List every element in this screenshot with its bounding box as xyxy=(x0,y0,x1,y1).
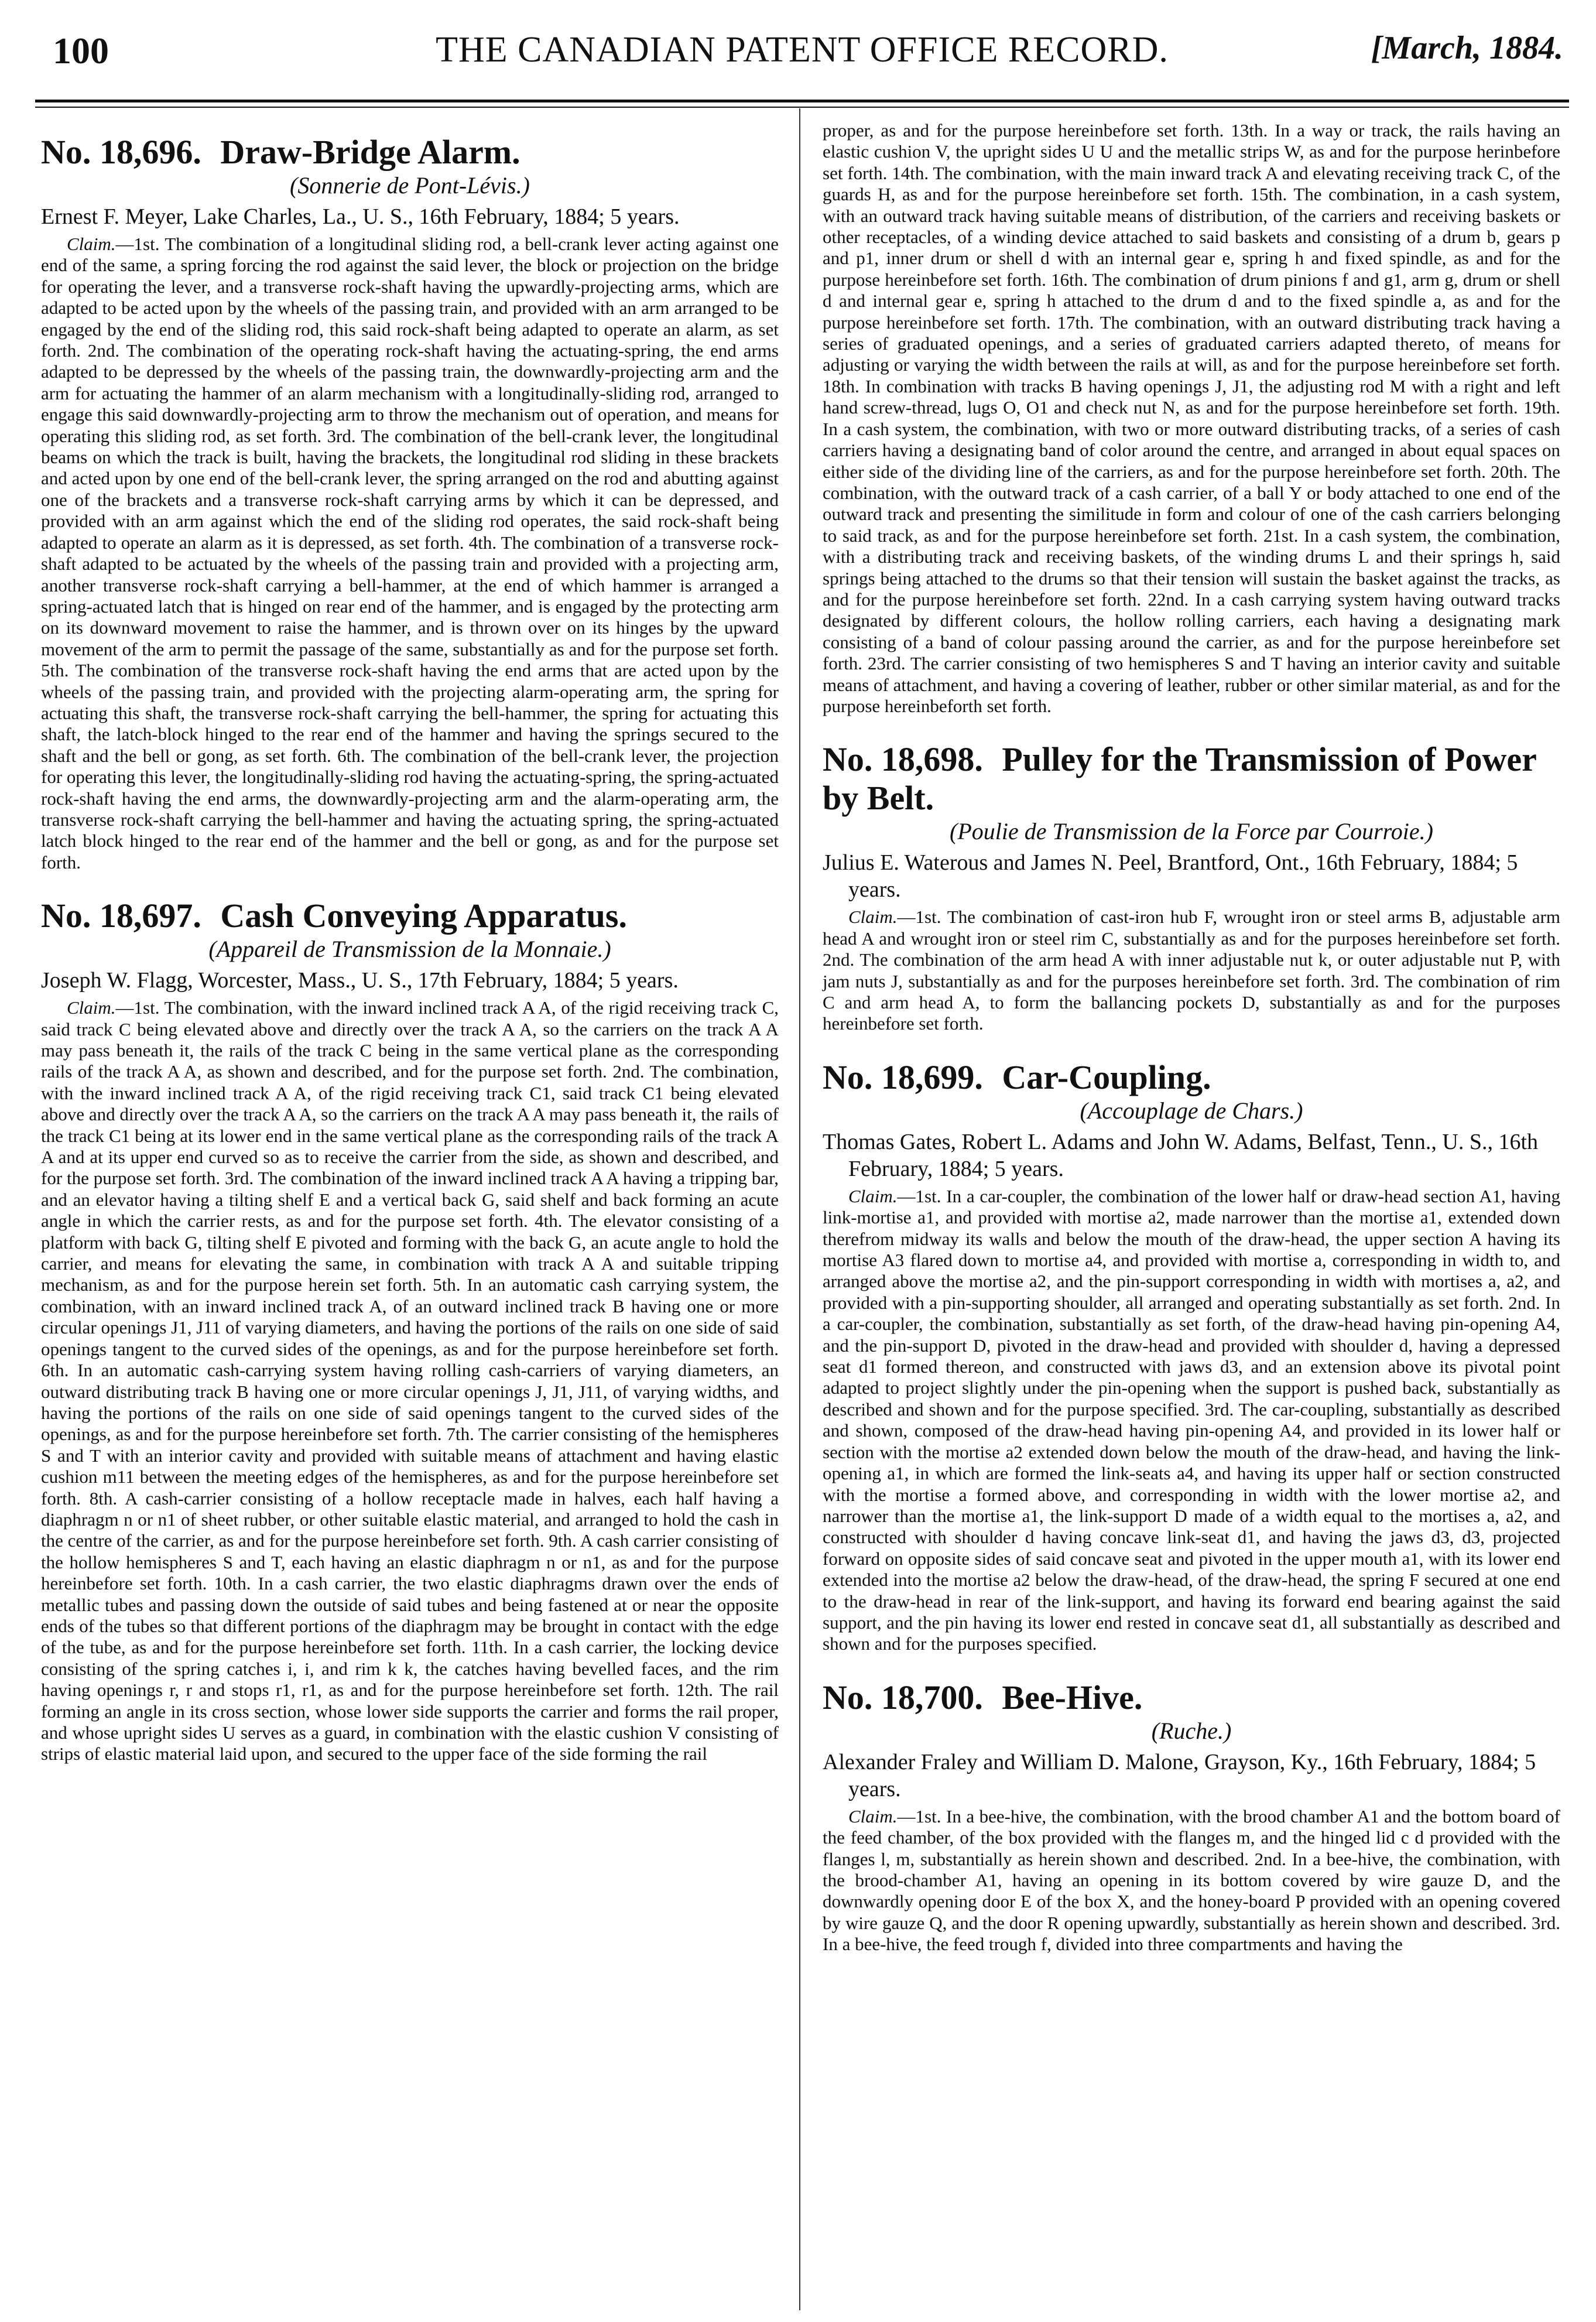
french-title: (Poulie de Transmission de la Force par Courroie.) xyxy=(950,818,1433,845)
claim-text xyxy=(41,997,779,1765)
inventor-line: Thomas Gates, Robert L. Adams and John W. Adams, Belfast, Tenn., U. S., 16th February, 1884; 5 years. xyxy=(823,1129,1539,1181)
claim-label: Claim. xyxy=(67,234,116,254)
right-column xyxy=(823,120,1560,1955)
header-rule xyxy=(35,100,1569,102)
claim-text xyxy=(823,1186,1560,1655)
patent-entry xyxy=(41,897,779,1765)
claim-body: —1st. In a car-coupler, the combination of the lower half or draw-head section A1, having link-mortise a1, and provided with mortise a2, made narrower than the mortise a1, extended down therefrom midway its walls and below the mouth of the draw-head, the upper section A having its mortise A3 flared down to mortise a4, and provided with mortise a, corresponding in width to, and arranged above the mortise a2, and the pin-support corresponding in width with mortises a, a2, and provided with a pin-supporting shoulder, all arranged and operating substantially as set forth. 2nd. In a car-coupler, the combination, substantially as set forth, of the draw-head having pin-opening A4, and the pin-support D, pivoted in the draw-head and provided with shoulder d, having a depressed seat d1 formed thereon, and constructed with jaws d3, and an extension above its pivotal point adapted to project slightly under the pin-opening when the support is pushed back, substantially as described and shown and for the purpose specified. 3rd. The car-coupling, substantially as described and shown, composed of the draw-head having pin-opening A4, and provided in its lower half or section with the mortise a2 extended down below the mouth of the draw-head, and having the link-opening a1, in which are formed the link-seats a4, and having its upper half or section constructed with the mortise a formed above, and corresponding in width with the lower mortise a2, and narrower than the mortise a1, the link-support D made of a width equal to the mortises a, a2, and constructed with shoulder d having concave link-seat d1, and having the jaws d3, d3, projected forward on opposite sides of said concave seat and pivoted in the upper mouth a1, with its lower end extended into the mortise a2 below the draw-head, of the draw-head, the spring F secured at one end to the draw-head in rear of the link-support, and having its forward end bearing against the said support, and the pin having its lower end rested in concave seat d1, all substantially as described and shown and for the purposes specified. xyxy=(823,1185,1560,1654)
patent-title: Draw-Bridge Alarm. xyxy=(220,133,520,171)
inventor-line: Joseph W. Flagg, Worcester, Mass., U. S., 17th February, 1884; 5 years. xyxy=(41,968,679,993)
header-rule-thin xyxy=(35,107,1569,108)
claim-body: —1st. The combination of cast-iron hub F, wrought iron or steel arms B, adjustable arm head A and wrought iron or steel rim C, substantially as and for the purposes hereinbefore set forth. 2nd. The combination of the arm head A with inner adjustable nut k, or outer adjustable nut P, with jam nuts J, substantially as and for the purposes hereinbefore set forth. 3rd. The combination of rim C and arm head A, to form the ballancing pockets D, substantially as and for the purposes hereinbefore set forth. xyxy=(823,907,1560,1034)
patent-title: Bee-Hive. xyxy=(1002,1678,1143,1716)
patent-title: Pulley for the Transmission of Power by Belt. xyxy=(823,740,1536,818)
running-head xyxy=(41,29,1563,76)
left-column xyxy=(41,120,779,1765)
patent-number: No. 18,698. xyxy=(823,740,983,779)
claim-body: —1st. The combination of a longitudinal sliding rod, a bell-crank lever acting against one end of the same, a spring forcing the rod against the said lever, the block or projection on the bridge for operating the lever, and a transverse rock-shaft having the upwardly-projecting arms, which are adapted to be acted upon by the wheels of the passing train, and provided with an arm arranged to be engaged by the end of the sliding rod, this said rock-shaft being adapted to operate an alarm, as set forth. 2nd. The combination of the operating rock-shaft having the actuating-spring, the end arms adapted to be depressed by the wheels of the passing train, the downwardly-projecting arm and the arm for actuating the hammer of an alarm mechanism with a longitudinally-sliding rod, arranged to engage this said downwardly-projecting arm to throw the mechanism out of operation, and means for operating this sliding rod, as set forth. 3rd. The combination of the bell-crank lever, the longitudinal beams on which the track is built, having the brackets, the longitudinal rod sliding in these brackets and acted upon by one end of the bell-crank lever, the spring arranged on the rod and abutting against one of the brackets and a transverse rock-shaft carrying arms by which it can be depressed, and provided with an arm against which the end of the sliding rod operates, the said rock-shaft being adapted to operate an alarm as it is depressed, as set forth. 4th. The combination of a transverse rock-shaft adapted to be actuated by the wheels of the passing train and provided with a projecting arm, another transverse rock-shaft carrying a bell-hammer, at the end of which hammer is arranged a spring-actuated latch that is hinged on rear end of the hammer, and is engaged by the protecting arm on its downward movement to raise the hammer, and is thrown over on its hinges by the upward movement of the arm to permit the passage of the same, substantially as and for the purpose set forth. 5th. The combination of the transverse rock-shaft having the end arms that are acted upon by the wheels of the passing train, and provided with the projecting alarm-operating arm, the spring for actuating this shaft, the transverse rock-shaft carrying the bell-hammer, the spring for actuating this shaft, the latch-block hinged to the rear end of the hammer and having the springs secured to the shaft and the bell or gong, as set forth. 6th. The combination of the bell-crank lever, the projection for operating this lever, the longitudinally-sliding rod having the actuating-spring, the spring-actuated rock-shaft having the end arms, the downwardly-projecting arm and the alarm-operating arm, the transverse rock-shaft carrying the bell-hammer and having the actuating spring, the spring-actuated latch block hinged to the rear end of the hammer and the bell or gong, as and for the purpose set forth. xyxy=(41,234,779,873)
claim-text xyxy=(823,907,1560,1034)
issue-date: [March, 1884. xyxy=(1371,30,1563,66)
claim-body: —1st. In a bee-hive, the combination, with the brood chamber A1 and the bottom board of the feed chamber, of the box provided with the flanges m, and the hinged lid c d provided with the flanges l, m, substantially as herein shown and described. 2nd. In a bee-hive, the combination, with the brood-chamber A1, having an opening in its bottom covered by wire gauze D, and the downwardly opening door E of the box X, and the honey-board P provided with an opening covered by wire gauze Q, and the door R opening upwardly, substantially as herein shown and described. 3rd. In a bee-hive, the feed trough f, divided into three compartments and having the xyxy=(823,1805,1560,1955)
patent-heading xyxy=(823,1678,1560,1717)
french-title: (Sonnerie de Pont-Lévis.) xyxy=(290,172,530,199)
patent-number: No. 18,700. xyxy=(823,1678,983,1716)
patent-entry xyxy=(823,1058,1560,1655)
column-divider xyxy=(799,108,800,2310)
claim-label: Claim. xyxy=(848,1185,898,1206)
patent-title: Car-Coupling. xyxy=(1002,1058,1211,1096)
claim-text xyxy=(823,1806,1560,1955)
patent-number: No. 18,697. xyxy=(41,897,201,935)
claim-label: Claim. xyxy=(67,997,116,1018)
continued-claims: proper, as and for the purpose hereinbefore set forth. 13th. In a way or track, the rails having an elastic cushion V, the upright sides U U and the metallic strips W, as and for the purpose herinbefore set forth. 14th. The combination, with the main inward track A and elevating receiving track C, of the guards H, as and for the purpose hereinbefore set forth. 15th. The combination, in a cash system, with an outward track having suitable means of distribution, of the carriers and receiving baskets or other receptacles, of a winding device attached to said baskets and consisting of a drum b, gears p and p1, inner drum or shell d with an internal gear e, spring h and fixed spindle, as and for the purpose hereinbefore set forth. 16th. The combination of drum pinions f and g1, arm g, drum or shell d and internal gear e, spring h attached to the drum d and to the fixed spindle a, as and for the purpose hereinbefore set forth. 17th. The combination, with an outward distributing track having a series of graduated openings, and a series of graduated carriers adapted thereto, of means for adjusting or varying the width between the rails at will, as and for the purpose hereinbefore set forth. 18th. In combination with tracks B having openings J, J1, the adjusting rod M with a right and left hand screw-thread, lugs O, O1 and check nut N, as and for the purpose hereinbefore set forth. 19th. In a cash system, the combination, with two or more outward distributing tracks, of a series of cash carriers having a designating band of color around the centre, and arranged in about equal spaces on either side of the dividing line of the carriers, as and for the purpose hereinbefore set forth. 20th. The combination, with the outward track of a cash carrier, of a ball Y or body attached to one end of the outward track and presenting the similitude in form and colour of one of the cash carriers belonging to said track, as and for the purpose hereinbefore set forth. 21st. In a cash system, the combination, with a distributing track and receiving baskets, of the winding drums L and their springs h, said springs being attached to the drums so that their tension will sustain the basket against the tracks, as and for the purpose hereinbefore set forth. 22nd. In a cash carrying system having outward tracks designated by different colours, the hollow rolling carriers, each having a designating mark consisting of a band of colour passing around the carrier, as and for the purpose hereinbefore set forth. 23rd. The carrier consisting of two hemispheres S and T having an interior cavity and suitable means of attachment, and having a covering of leather, rubber or other similar material, as and for the purpose hereinbeforth set forth. xyxy=(823,120,1560,716)
french-title: (Ruche.) xyxy=(1151,1717,1232,1744)
inventor-line: Alexander Fraley and William D. Malone, Grayson, Ky., 16th February, 1884; 5 years. xyxy=(823,1749,1536,1801)
french-title: (Appareil de Transmission de la Monnaie.) xyxy=(208,936,611,963)
patent-number: No. 18,699. xyxy=(823,1058,983,1096)
inventor-line: Ernest F. Meyer, Lake Charles, La., U. S., 16th February, 1884; 5 years. xyxy=(41,204,680,229)
patent-entry xyxy=(41,133,779,873)
patent-heading xyxy=(41,897,779,935)
patent-heading xyxy=(823,1058,1560,1097)
inventor-line: Julius E. Waterous and James N. Peel, Brantford, Ont., 16th February, 1884; 5 years. xyxy=(823,850,1518,902)
patent-number: No. 18,696. xyxy=(41,133,201,171)
patent-heading xyxy=(823,740,1560,818)
french-title: (Accouplage de Chars.) xyxy=(1080,1097,1303,1124)
claim-label: Claim. xyxy=(848,1805,898,1827)
claim-label: Claim. xyxy=(848,907,898,928)
patent-title: Cash Conveying Apparatus. xyxy=(220,897,627,935)
claim-body: —1st. The combination, with the inward inclined track A A, of the rigid receiving track C, said track C being elevated above and directly over the track A A, so the carriers on the track A A may pass beneath it, the rails of the track C being in the same vertical plane as the corresponding rails of the track A A, as shown and described, and for the purpose set forth. 2nd. The combination, with the inward inclined track A A, of the rigid receiving track C1, said track C1 being elevated above and directly over the track A A, so the carriers on the track A A may pass beneath it, the rails of the track C1 being at its lower end in the same vertical plane as the corresponding rails of the track A A and at its upper end curved so as to receive the carrier from the side, as shown and described, and for the purpose set forth. 3rd. The combination of the inward inclined track A A having a tripping bar, and an elevator having a tilting shelf E and a vertical back G, said shelf and back forming an acute angle in which the carrier rests, as and for the purpose set forth. 4th. The elevator consisting of a platform with back G, tilting shelf E pivoted and forming with the back G, an acute angle to hold the carrier, and means for elevating the same, in combination with track A A and suitable tripping mechanism, as and for the purpose herein set forth. 5th. In an automatic cash carrying system, the combination, with an inward inclined track A, of an outward inclined track B having one or more circular openings J1, J11 of varying diameters, and having the portions of the rails on one side of said openings tangent to the curved sides of the openings, as and for the purpose hereinbefore set forth. 6th. In an automatic cash-carrying system having rolling cash-carriers of varying diameters, an outward distributing track B having one or more circular openings J, J1, J11, of varying widths, and having the portions of the rails on one side of said openings tangent to the curved sides of the openings, as and for the purpose hereinbefore set forth. 7th. The carrier consisting of the hemispheres S and T with an interior cavity and provided with suitable means of attachment and having elastic cushion m11 between the meeting edges of the hemispheres, as and for the purpose hereinbefore set forth. 8th. A cash-carrier consisting of a hollow receptacle made in halves, each half having a diaphragm n or n1 of sheet rubber, or other suitable elastic material, and arranged to hold the cash in the centre of the carrier, as and for the purpose hereinbefore set forth. 9th. A cash carrier consisting of the hollow hemispheres S and T, each having an elastic diaphragm n or n1, as and for the purpose hereinbefore set forth. 10th. In a cash carrier, the two elastic diaphragms drawn over the ends of metallic tubes and passing down the outside of said tubes and being fastened at or near the opposite ends of the tubes so that different portions of the diaphragm may be brought in contact with the edge of the tube, as and for the purpose hereinbefore set forth. 11th. In a cash carrier, the locking device consisting of the spring catches i, i, and rim k k, the catches having bevelled faces, and the rim having openings r, r and stops r1, r1, as and for the purpose hereinbefore set forth. 12th. The rail forming an angle in its cross section, whose lower side supports the carrier and forms the rail proper, and whose upright sides U serves as a guard, in combination with the elastic cushion V consisting of strips of elastic material laid upon, and secured to the upper face of the side forming the rail xyxy=(41,997,779,1764)
journal-title: THE CANADIAN PATENT OFFICE RECORD. xyxy=(436,30,1169,70)
patent-entry xyxy=(823,1678,1560,1955)
claim-text xyxy=(41,234,779,873)
page-number: 100 xyxy=(53,30,109,71)
patent-entry xyxy=(823,740,1560,1034)
patent-heading xyxy=(41,133,779,172)
